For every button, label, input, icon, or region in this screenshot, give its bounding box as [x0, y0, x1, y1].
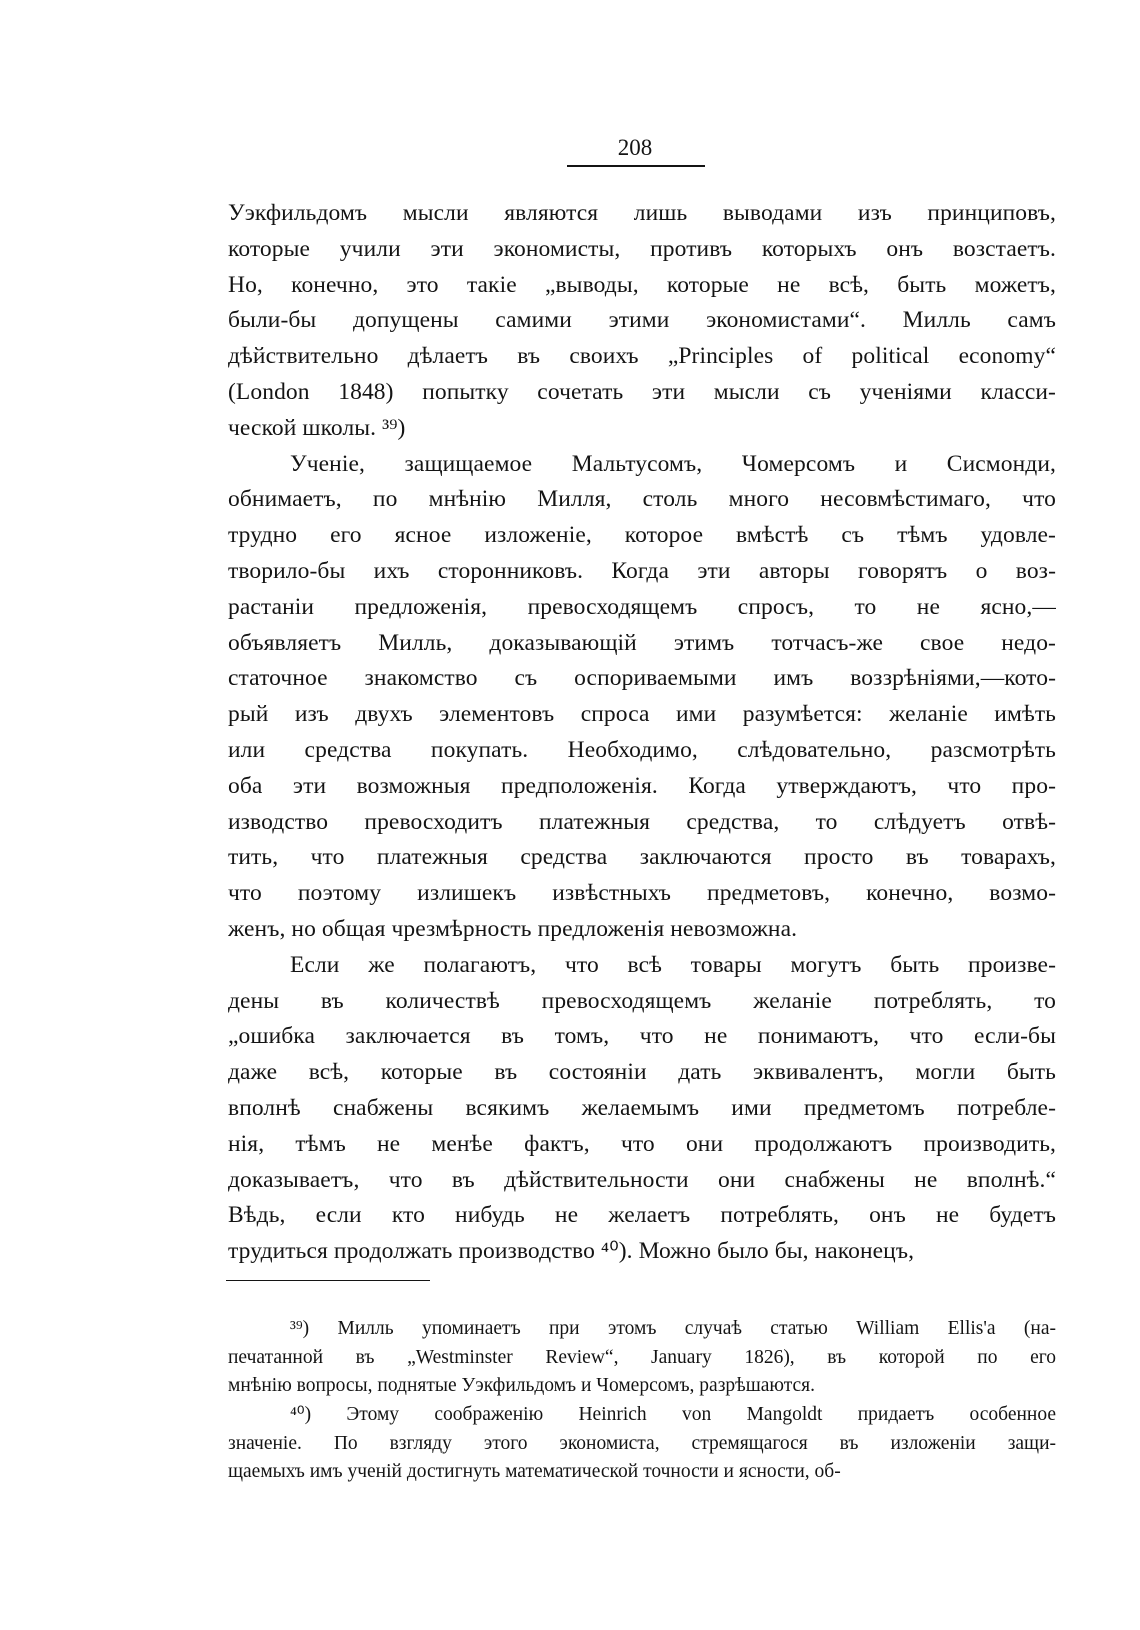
paragraph-line: Уэкфильдомъ мысли являются лишь выводами изъ принциповъ,	[228, 200, 1056, 226]
paragraph-line: статочное знакомство съ оспориваемыми имъ воззрѣніями,—кото-	[228, 665, 1056, 692]
footnote-line: щаемыхъ имъ ученій достигнуть математической точности и ясности, об-	[228, 1461, 841, 1483]
page-number: 208	[617, 135, 653, 160]
footnote-separator	[226, 1280, 430, 1281]
paragraph-line: объявляетъ Милль, доказывающій этимъ тотчасъ-же свое недо-	[228, 629, 1056, 656]
paragraph-line: изводство превосходитъ платежныя средства, то слѣдуетъ отвѣ-	[228, 808, 1056, 835]
paragraph-line: Вѣдь, если кто нибудь не желаетъ потреблять, онъ не будетъ	[228, 1202, 1056, 1229]
paragraph-line: или средства покупать. Необходимо, слѣдовательно, разсмотрѣть	[228, 736, 1056, 763]
paragraph-line: трудиться продолжать производство ⁴⁰). Можно было бы, наконецъ,	[228, 1238, 915, 1265]
paragraph-line: вполнѣ снабжены всякимъ желаемымъ ими предметомъ потребле-	[228, 1094, 1056, 1121]
paragraph-line: Ученіе, защищаемое Мальтусомъ, Чомерсомъ и Сисмонди,	[290, 450, 1056, 477]
footnote-line: ⁴⁰) Этому соображенію Heinrich von Mangoldt придаетъ особенное	[290, 1404, 1056, 1426]
paragraph-line: творило-бы ихъ сторонниковъ. Когда эти авторы говорятъ о воз-	[228, 557, 1056, 584]
paragraph-line: растаніи предложенія, превосходящемъ спросъ, то не ясно,—	[228, 593, 1056, 620]
page-number-underline	[567, 165, 705, 167]
paragraph-line: которые учили эти экономисты, противъ которыхъ онъ возстаетъ.	[228, 235, 1056, 262]
footnote-line: ³⁹) Милль упоминаетъ при этомъ случаѣ статью William Ellis'а (на-	[290, 1318, 1056, 1339]
paragraph-line: трудно его ясное изложеніе, которое вмѣстѣ съ тѣмъ удовле-	[228, 522, 1056, 549]
paragraph-line: тить, что платежныя средства заключаются просто въ товарахъ,	[228, 844, 1056, 871]
paragraph-line: дѣйствительно дѣлаетъ въ своихъ „Principles of political economy“	[228, 343, 1056, 370]
footnotes	[228, 1315, 1056, 1487]
body-text	[228, 196, 1056, 1270]
paragraph-line: нія, тѣмъ не менѣе фактъ, что они продолжаютъ производить,	[228, 1130, 1056, 1157]
paragraph-line: „ошибка заключается въ томъ, что не понимаютъ, что если-бы	[228, 1023, 1056, 1050]
footnote-line: печатанной въ „Westminster Review“, January 1826), въ которой по его	[228, 1346, 1056, 1368]
paragraph-line: были-бы допущены самими этими экономистами“. Милль самъ	[228, 307, 1056, 334]
paragraph-line: (London 1848) попытку сочетать эти мысли съ ученіями класси-	[228, 378, 1056, 405]
paragraph-line: обнимаетъ, по мнѣнію Милля, столь много несовмѣстимаго, что	[228, 486, 1056, 513]
footnote-line: значеніе. По взгляду этого экономиста, стремящагося въ изложеніи защи-	[228, 1432, 1056, 1454]
paragraph-line: женъ, но общая чрезмѣрность предложенія невозможна.	[228, 915, 798, 942]
paragraph-line: что поэтому излишекъ извѣстныхъ предметовъ, конечно, возмо-	[228, 880, 1056, 907]
paragraph-line: дены въ количествѣ превосходящемъ желаніе потреблять, то	[228, 987, 1056, 1014]
footnote-line: мнѣнію вопросы, поднятые Уэкфильдомъ и Чомерсомъ, разрѣшаются.	[228, 1375, 815, 1397]
paragraph-line: доказываетъ, что въ дѣйствительности они снабжены не вполнѣ.“	[228, 1166, 1056, 1193]
paragraph-line: Если же полагаютъ, что всѣ товары могутъ быть произве-	[290, 951, 1056, 978]
paragraph-line: даже всѣ, которые въ состояніи дать эквивалентъ, могли быть	[228, 1059, 1056, 1086]
paragraph-line: Но, конечно, это такіе „выводы, которые не всѣ, быть можетъ,	[228, 271, 1056, 298]
paragraph-line: ческой школы. ³⁹)	[228, 414, 406, 441]
paragraph-line: оба эти возможныя предположенія. Когда утверждаютъ, что про-	[228, 772, 1056, 799]
paragraph-line: рый изъ двухъ элементовъ спроса ими разумѣется: желаніе имѣть	[228, 701, 1056, 728]
